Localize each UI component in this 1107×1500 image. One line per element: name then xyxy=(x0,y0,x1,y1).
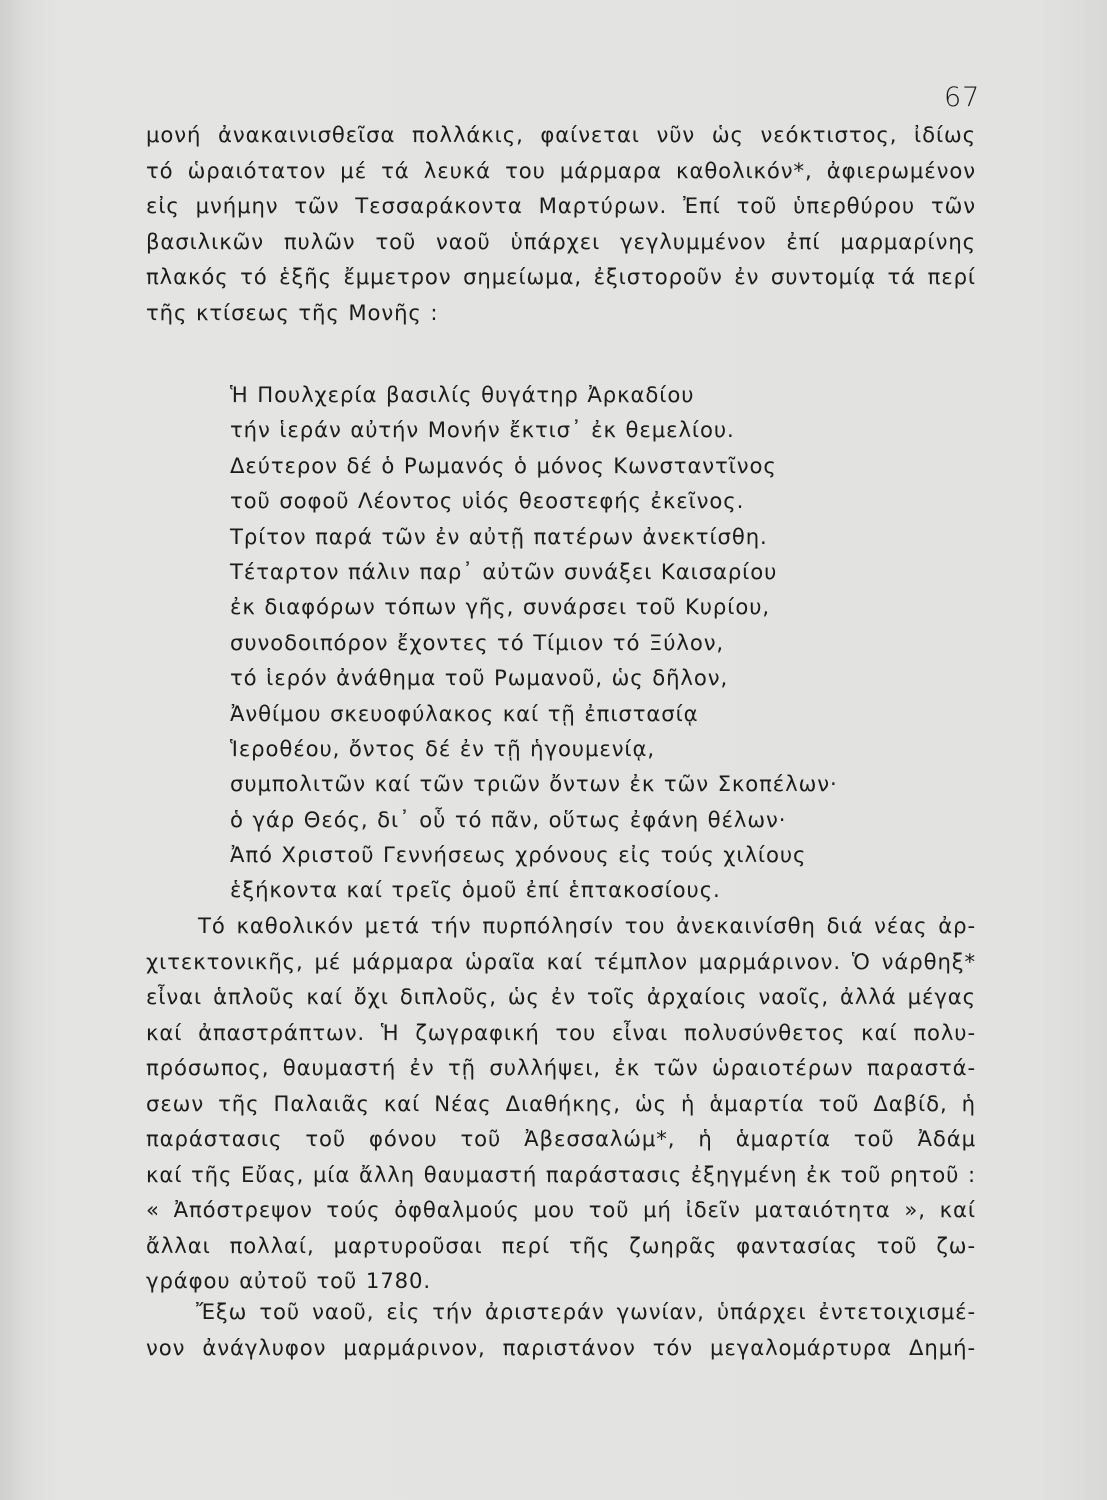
poem-line: συμπολιτῶν καί τῶν τριῶν ὄντων ἐκ τῶν Σκοπέλων· xyxy=(230,771,838,797)
paragraph-3 xyxy=(146,1294,976,1365)
poem-line: Ἀπό Χριστοῦ Γεννήσεως χρόνους εἰς τούς χιλίους xyxy=(230,842,807,868)
poem-line: Τέταρτον πάλιν παρ᾽ αὐτῶν συνάξει Καισαρίου xyxy=(230,558,778,584)
text-line: καί ἀπαστράπτων. Ἡ ζωγραφική του εἶναι πολυσύνθετος καί πολυ- xyxy=(146,1019,976,1045)
text-line: καί τῆς Εὔας, μία ἄλλη θαυμαστή παράστασις ἐξηγμένη ἐκ τοῦ ρητοῦ : xyxy=(146,1161,976,1187)
text-line: χιτεκτονικῆς, μέ μάρμαρα ὡραῖα καί τέμπλον μαρμάρινον. Ὁ νάρθηξ* xyxy=(146,948,976,974)
paragraph-2 xyxy=(146,908,976,1299)
text-line: εἶναι ἁπλοῦς καί ὄχι διπλοῦς, ὡς ἐν τοῖς ἀρχαίοις ναοῖς, ἀλλά μέγας xyxy=(146,984,976,1009)
poem-line: Ἱεροθέου, ὄντος δέ ἐν τῇ ἡγουμενίᾳ, xyxy=(230,735,656,761)
poem-line: Δεύτερον δέ ὁ Ρωμανός ὁ μόνος Κωνσταντῖνος xyxy=(230,452,777,478)
text-line: τῆς κτίσεως τῆς Μονῆς : xyxy=(146,299,439,325)
page-number: 67 xyxy=(944,82,981,113)
text-line: νον ἀνάγλυφον μαρμάρινον, παριστάνον τόν μεγαλομάρτυρα Δημή- xyxy=(146,1334,976,1360)
text-line: μονή ἀνακαινισθεῖσα πολλάκις, φαίνεται νῦν ὡς νεόκτιστος, ἰδίως xyxy=(146,122,976,147)
poem-line: ἑξήκοντα καί τρεῖς ὁμοῦ ἐπί ἑπτακοσίους. xyxy=(230,877,721,903)
paragraph-1 xyxy=(146,117,976,330)
text-line: παράστασις τοῦ φόνου τοῦ Ἀβεσσαλώμ*, ἡ ἁμαρτία τοῦ Ἀδάμ xyxy=(146,1126,976,1151)
text-line: Ἔξω τοῦ ναοῦ, εἰς τήν ἀριστεράν γωνίαν, ὑπάρχει ἐντετοιχισμέ- xyxy=(196,1299,976,1324)
poem-line: τό ἱερόν ἀνάθημα τοῦ Ρωμανοῦ, ὡς δῆλον, xyxy=(230,665,729,691)
text-line: γράφου αὐτοῦ τοῦ 1780. xyxy=(146,1268,431,1293)
text-line: τό ὡραιότατον μέ τά λευκά του μάρμαρα καθολικόν*, ἀφιερωμένον xyxy=(146,157,976,183)
poem-line: τοῦ σοφοῦ Λέοντος υἱός θεοστεφής ἐκεῖνος. xyxy=(230,488,745,514)
text-line: Τό καθολικόν μετά τήν πυρπόλησίν του ἀνεκαινίσθη διά νέας ἀρ- xyxy=(198,913,976,938)
text-line: ἄλλαι πολλαί, μαρτυροῦσαι περί τῆς ζωηρᾶς φαντασίας τοῦ ζω- xyxy=(146,1232,976,1258)
text-line: σεων τῆς Παλαιᾶς καί Νέας Διαθήκης, ὡς ἡ ἁμαρτία τοῦ Δαβίδ, ἡ xyxy=(146,1090,976,1116)
poem-line: ὁ γάρ Θεός, δι᾽ οὗ τό πᾶν, οὕτως ἐφάνη θέλων· xyxy=(230,806,787,832)
poem-line: ἐκ διαφόρων τόπων γῆς, συνάρσει τοῦ Κυρίου, xyxy=(230,594,770,620)
text-line: πλακός τό ἑξῆς ἔμμετρον σημείωμα, ἐξιστοροῦν ἐν συντομίᾳ τά περί xyxy=(146,264,976,289)
poem-line: τήν ἱεράν αὐτήν Μονήν ἔκτισ᾽ ἐκ θεμελίου. xyxy=(230,417,735,443)
poem-line: Ἡ Πουλχερία βασιλίς θυγάτηρ Ἀρκαδίου xyxy=(230,382,695,407)
text-line: βασιλικῶν πυλῶν τοῦ ναοῦ ὑπάρχει γεγλυμμένον ἐπί μαρμαρίνης xyxy=(146,228,976,254)
poem-line: συνοδοιπόρον ἔχοντες τό Τίμιον τό Ξύλον, xyxy=(230,629,725,655)
text-line: πρόσωπος, θαυμαστή ἐν τῇ συλλήψει, ἐκ τῶν ὡραιοτέρων παραστά- xyxy=(146,1055,976,1080)
poem-line: Τρίτον παρά τῶν ἐν αὐτῇ πατέρων ἀνεκτίσθη. xyxy=(230,523,768,549)
text-line: « Ἀπόστρεψον τούς ὀφθαλμούς μου τοῦ μή ἰδεῖν ματαιότητα », καί xyxy=(146,1197,976,1222)
inscription-poem xyxy=(230,377,838,908)
text-line: εἰς μνήμην τῶν Τεσσαράκοντα Μαρτύρων. Ἐπί τοῦ ὑπερθύρου τῶν xyxy=(146,193,976,218)
poem-line: Ἀνθίμου σκευοφύλακος καί τῇ ἐπιστασίᾳ xyxy=(230,700,699,726)
